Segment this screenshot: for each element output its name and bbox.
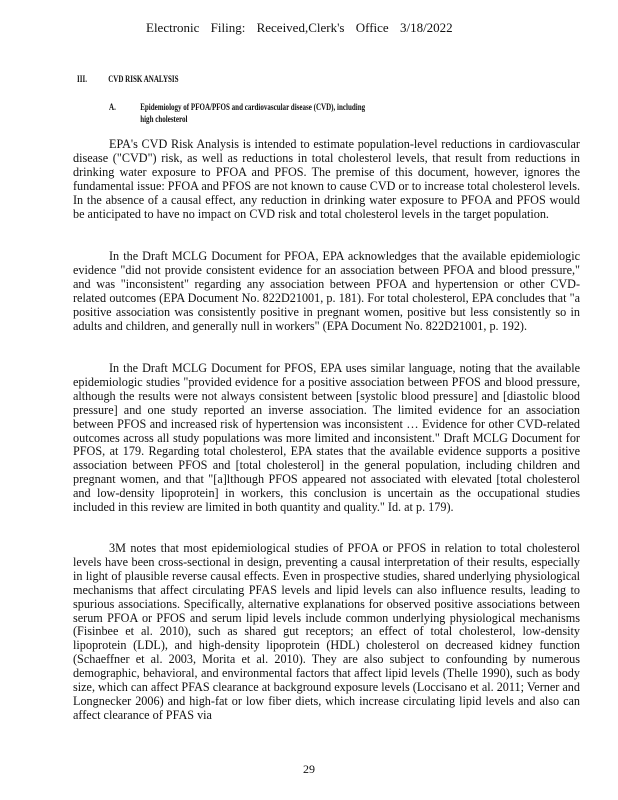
- paragraph-pfoa-mclg: In the Draft MCLG Document for PFOA, EPA acknowledges that the available epidemiologic evidence "did not provide consistent evidence for an association between PFOA and blood pressure," and was "inconsistent" regarding any association between PFOA and hypertension or other CVD-related outcomes (EPA Document No. 822D21001, p. 181). For total cholesterol, EPA concludes that "a positive association was consistently positive in pregnant women, positive but less consistently so in adults and children, and generally null in workers" (EPA Document No. 822D21001, p. 192).: [73, 249, 580, 333]
- page-number: 29: [303, 762, 315, 776]
- section-title: CVD RISK ANALYSIS: [108, 74, 179, 84]
- paragraph-pfos-mclg: In the Draft MCLG Document for PFOS, EPA uses similar language, noting that the available epidemiologic studies "provided evidence for a positive association between PFOS and blood pressure, although the results were not always consistent between [systolic blood pressure] and [diastolic blood pressure] and one study reported an inverse association. The limited evidence for an association between PFOS and increased risk of hypertension was inconsistent … Evidence for other CVD-related outcomes across all study populations was more limited and inconsistent." Draft MCLG Document for PFOS, at 179. Regarding total cholesterol, EPA states that the available evidence supports a positive association between PFOS and [total cholesterol] in the general population, including children and pregnant women, and that "[a]lthough PFOS appeared not associated with elevated [total cholesterol and low-density lipoprotein] in workers, this conclusion is uncertain as the occupational studies included in this review are limited in both quantity and quality." Id. at p. 179).: [73, 361, 580, 515]
- section-heading: [77, 74, 179, 84]
- subsection-title: Epidemiology of PFOA/PFOS and cardiovascular disease (CVD), including high cholesterol: [140, 102, 366, 124]
- subsection-letter: A.: [109, 102, 116, 112]
- paragraph-3m-notes: 3M notes that most epidemiological studies of PFOA or PFOS in relation to total cholesterol levels have been cross-sectional in design, preventing a causal interpretation of their results, especially in light of plausible reverse causal effects. Even in prospective studies, shared underlying physiological mechanisms that affect circulating PFAS levels and lipid levels can also influence results, leading to spurious associations. Specifically, alternative explanations for observed positive associations between serum PFOA or PFOS and serum lipid levels include common underlying physiological mechanisms (Fisinbee et al. 2010), such as shared gut receptors; an effect of total cholesterol, low-density lipoprotein (LDL), and high-density lipoprotein (HDL) cholesterol on decreased kidney function (Schaeffner et al. 2003, Morita et al. 2010). They are also subject to confounding by numerous demographic, behavioral, and environmental factors that affect lipid levels (Thelle 1990), such as body size, which can affect PFAS clearance at background exposure levels (Loccisano et al. 2011; Verner and Longnecker 2006) and high-fat or low fiber diets, which increase circulating lipid levels and also can affect clearance of PFAS via: [73, 541, 580, 722]
- subsection-heading: [109, 101, 374, 125]
- paragraph-cvd-risk-analysis: EPA's CVD Risk Analysis is intended to estimate population-level reductions in cardiovascular disease ("CVD") risk, as well as reductions in total cholesterol levels, that result from reductions in drinking water exposure to PFOA and PFOS. The premise of this document, however, ignores the fundamental issue: PFOA and PFOS are not known to cause CVD or to increase total cholesterol levels. In the absence of a causal effect, any reduction in drinking water exposure to PFOA and PFOS would be anticipated to have no impact on CVD risk and total cholesterol levels in the target population.: [73, 137, 580, 221]
- filing-header: Electronic Filing: Received,Clerk's Office 3/18/2022: [146, 20, 453, 35]
- section-number: III.: [77, 74, 87, 84]
